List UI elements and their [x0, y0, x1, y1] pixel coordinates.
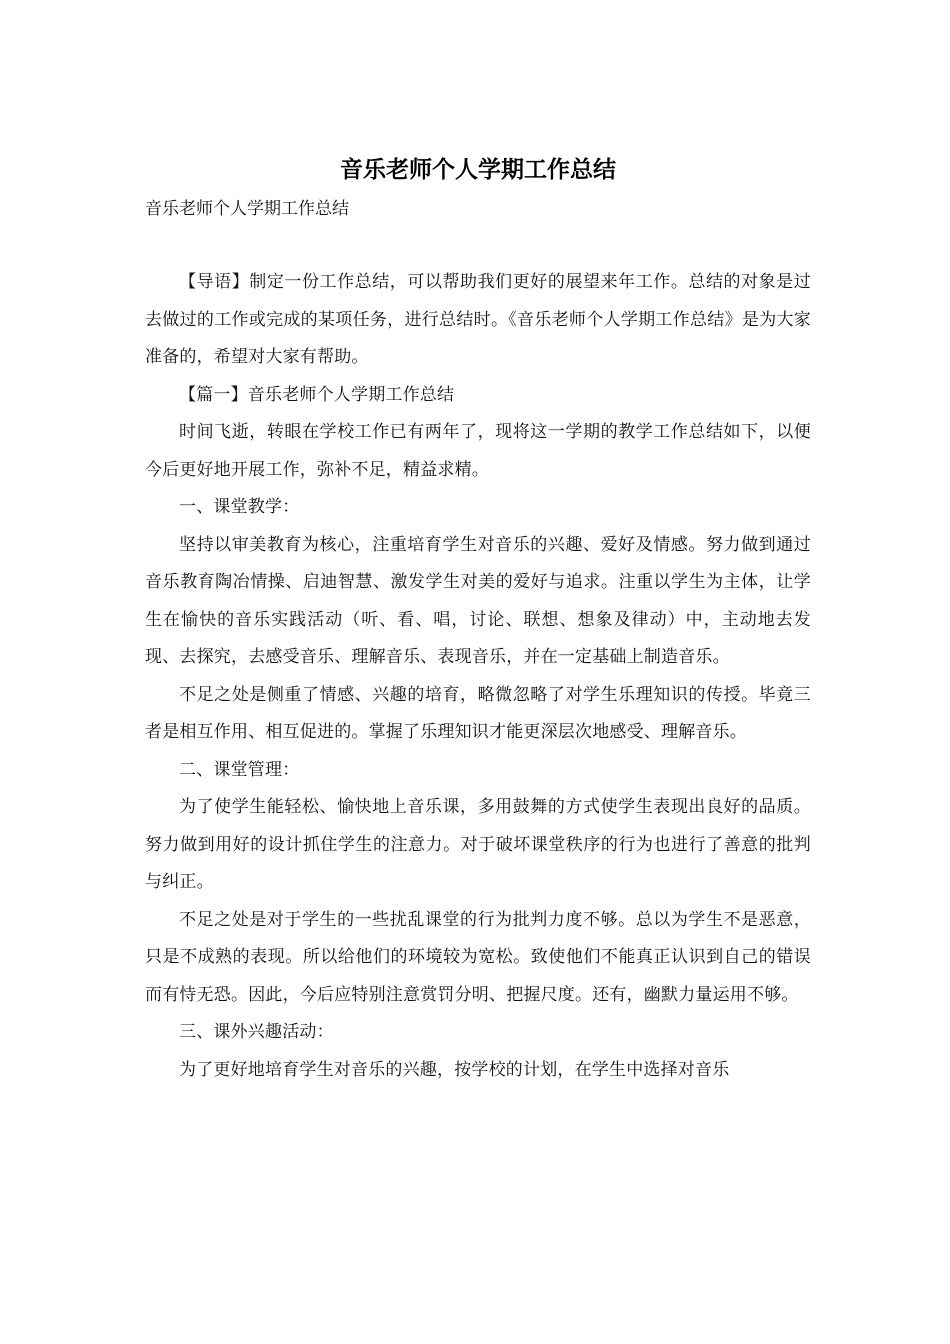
management-shortcoming-paragraph: 不足之处是对于学生的一些扰乱课堂的行为批判力度不够。总以为学生不是恶意，只是不成熟的表现。所以给他们的环境较为宽松。致使他们不能真正认识到自己的错误而有恃无恐。因此，今后应特别注意赏罚分明、把握尺度。还有，幽默力量运用不够。 — [145, 909, 811, 1005]
management-paragraph: 为了使学生能轻松、愉快地上音乐课，多用鼓舞的方式使学生表现出良好的品质。努力做到用好的设计抓住学生的注意力。对于破坏课堂秩序的行为也进行了善意的批判与纠正。 — [145, 797, 811, 892]
heading-classroom-management: 二、课堂管理： — [179, 759, 300, 780]
blank-line — [145, 228, 811, 264]
section-heading-part-one: 【篇一】音乐老师个人学期工作总结 — [179, 384, 455, 405]
document-title: 音乐老师个人学期工作总结 — [340, 156, 616, 183]
document-subtitle: 音乐老师个人学期工作总结 — [145, 199, 349, 219]
teaching-shortcoming-paragraph: 不足之处是侧重了情感、兴趣的培育，略微忽略了对学生乐理知识的传授。毕竟三者是相互作用、相互促进的。掌握了乐理知识才能更深层次地感受、理解音乐。 — [145, 684, 811, 742]
heading-classroom-teaching: 一、课堂教学： — [179, 497, 300, 517]
intro-paragraph: 【导语】制定一份工作总结，可以帮助我们更好的展望来年工作。总结的对象是过去做过的工作或完成的某项任务，进行总结时。《音乐老师个人学期工作总结》是为大家准备的，希望对大家有帮助。 — [145, 272, 811, 367]
document-body — [145, 150, 811, 1089]
teaching-paragraph: 坚持以审美教育为核心，注重培育学生对音乐的兴趣、爱好及情感。努力做到通过音乐教育陶冶情操、启迪智慧、激发学生对美的爱好与追求。注重以学生为主体，让学生在愉快的音乐实践活动（听、看、唱，讨论、联想、想象及律动）中，主动地去发现、去探究，去感受音乐、理解音乐、表现音乐，并在一定基础上制造音乐。 — [145, 534, 811, 667]
opening-paragraph: 时间飞逝，转眼在学校工作已有两年了，现将这一学期的教学工作总结如下，以便今后更好地开展工作，弥补不足，精益求精。 — [145, 422, 811, 480]
heading-extracurricular: 三、课外兴趣活动： — [179, 1022, 334, 1042]
extracurricular-paragraph: 为了更好地培育学生对音乐的兴趣，按学校的计划，在学生中选择对音乐 — [179, 1059, 730, 1080]
